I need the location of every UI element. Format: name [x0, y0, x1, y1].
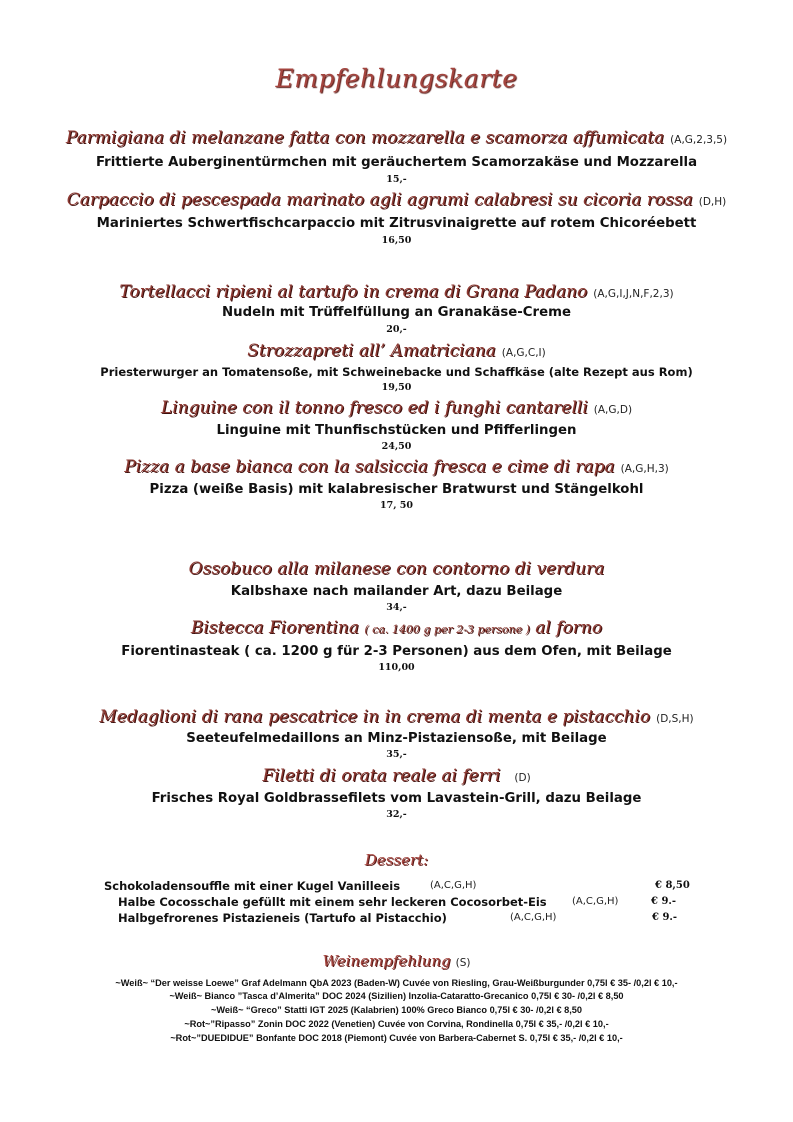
item-name-text: Bistecca Fiorentina [190, 618, 359, 638]
item-allergens: (A,G,H,3) [620, 463, 669, 475]
item-allergens: (A,G,I,J,N,F,2,3) [593, 288, 674, 300]
item-name-text: Tortellacci ripieni al tartufo in crema di Grana Padano [119, 282, 588, 302]
item-price-bistecca: 110,00 [378, 662, 415, 673]
dessert-row-name: Halbgefrorenes Pistazieneis (Tartufo al Pistacchio) [118, 911, 447, 925]
item-name-linguine [0, 398, 793, 418]
item-allergens: (D,H) [698, 196, 727, 208]
item-desc-carpaccio: Mariniertes Schwertfischcarpaccio mit Zitrusvinaigrette auf rotem Chicoréebett [96, 216, 697, 231]
item-allergens: (D,S,H) [656, 713, 694, 725]
item-desc-parmigiana: Frittierte Auberginentürmchen mit geräuchertem Scamorzakäse und Mozzarella [95, 155, 698, 170]
dessert-row-allergens: (A,C,G,H) [572, 896, 619, 907]
item-name-strozzapreti [0, 341, 793, 361]
item-desc-linguine: Linguine mit Thunfischstücken und Pfifferlingen [216, 423, 577, 438]
wine-line: ~Weiß~ “Greco” Statti IGT 2025 (Kalabrien) 100% Greco Bianco 0,75l € 30- /0,2l € 8,50 [210, 1005, 583, 1015]
item-name-tortellacci [0, 282, 793, 302]
item-name-text: Medaglioni di rana pescatrice in in crema di menta e pistacchio [99, 707, 651, 727]
wine-line: ~Rot~”DUEDIDUE” Bonfante DOC 2018 (Piemont) Cuvée von Barbera-Cabernet S. 0,75l € 35,- /0,2l € 10,- [170, 1033, 623, 1043]
item-allergens: (A,G,C,I) [501, 347, 546, 359]
item-name-medaglioni [0, 707, 793, 727]
dessert-row-price: € 8,50 [655, 880, 690, 891]
wine-heading [0, 952, 793, 970]
dessert-heading: Dessert: [364, 851, 429, 869]
item-name-note: ( ca. 1400 g per 2-3 persone ) [364, 623, 530, 636]
item-desc-tortellacci: Nudeln mit Trüffelfüllung an Granakäse-Creme [221, 305, 572, 320]
item-name-filetti [0, 766, 793, 786]
item-name-parmigiana [0, 128, 793, 148]
item-price-pizza: 17, 50 [379, 500, 414, 511]
dessert-row-allergens: (A,C,G,H) [510, 912, 557, 923]
item-desc-strozzapreti: Priesterwurger an Tomatensoße, mit Schweinebacke und Schaffkäse (alte Rezept aus Rom) [100, 365, 693, 379]
item-price-medaglioni: 35,- [386, 749, 407, 760]
item-desc-ossobuco: Kalbshaxe nach mailander Art, dazu Beilage [230, 584, 563, 599]
item-allergens: (D) [514, 772, 531, 784]
menu-title: Empfehlungskarte [275, 64, 518, 93]
item-desc-bistecca: Fiorentinasteak ( ca. 1200 g für 2-3 Personen) aus dem Ofen, mit Beilage [121, 644, 672, 659]
dessert-row-price: € 9.- [651, 896, 677, 907]
item-desc-medaglioni: Seeteufelmedaillons an Minz-Pistaziensoße, mit Beilage [186, 731, 607, 746]
item-price-strozzapreti: 19,50 [381, 382, 412, 393]
item-name-carpaccio [0, 190, 793, 210]
item-desc-filetti: Frisches Royal Goldbrassefilets vom Lavastein-Grill, dazu Beilage [151, 791, 642, 806]
wine-line: ~Weiß~ Bianco ”Tasca d’Almerita” DOC 2024 (Sizilien) Inzolia-Cataratto-Grecanico 0,75l € 30- /0,2l € 8,50 [169, 991, 624, 1001]
item-price-tortellacci: 20,- [386, 324, 407, 335]
dessert-row-name: Halbe Cocosschale gefüllt mit einem sehr leckeren Cocosorbet-Eis [118, 895, 547, 909]
item-price-carpaccio: 16,50 [381, 235, 412, 246]
dessert-row-price: € 9.- [652, 912, 678, 923]
dessert-row-name: Schokoladensouffle mit einer Kugel Vanilleeis [104, 879, 401, 893]
item-name-pizza [0, 457, 793, 477]
item-desc-pizza: Pizza (weiße Basis) mit kalabresischer Bratwurst und Stängelkohl [149, 482, 644, 497]
item-price-filetti: 32,- [386, 809, 407, 820]
item-price-linguine: 24,50 [381, 441, 412, 452]
wine-heading-text: Weinempfehlung [322, 952, 451, 970]
item-name-text: Linguine con il tonno fresco ed i funghi cantarelli [160, 398, 588, 418]
wine-line: ~Weiß~ “Der weisse Loewe” Graf Adelmann QbA 2023 (Baden-W) Cuvée von Riesling, Grau-Weißburgunder 0,75l € 35- /0,2l € 10,- [115, 978, 678, 988]
wine-allergens: (S) [455, 957, 471, 969]
item-price-parmigiana: 15,- [386, 174, 407, 185]
wine-line: ~Rot~”Ripasso” Zonin DOC 2022 (Venetien) Cuvée von Corvina, Rondinella 0,75l € 35,- /0,2l € 10,- [184, 1019, 609, 1029]
item-allergens: (A,G,D) [593, 404, 633, 416]
item-name-text: Pizza a base bianca con la salsiccia fresca e cime di rapa [124, 457, 615, 477]
dessert-row-allergens: (A,C,G,H) [430, 880, 477, 891]
item-name-text: Strozzapreti all’ Amatriciana [247, 341, 496, 361]
item-name-ossobuco: Ossobuco alla milanese con contorno di verdura [188, 559, 605, 579]
item-name-text: Parmigiana di melanzane fatta con mozzarella e scamorza affumicata [65, 128, 665, 148]
item-allergens: (A,G,2,3,5) [670, 134, 728, 146]
item-name-text: Carpaccio di pescespada marinato agli agrumi calabresi su cicoria rossa [66, 190, 693, 210]
item-name-bistecca [0, 618, 793, 638]
item-price-ossobuco: 34,- [386, 602, 407, 613]
item-name-text: Filetti di orata reale ai ferri [262, 766, 501, 786]
item-name-tail: al forno [535, 618, 603, 638]
